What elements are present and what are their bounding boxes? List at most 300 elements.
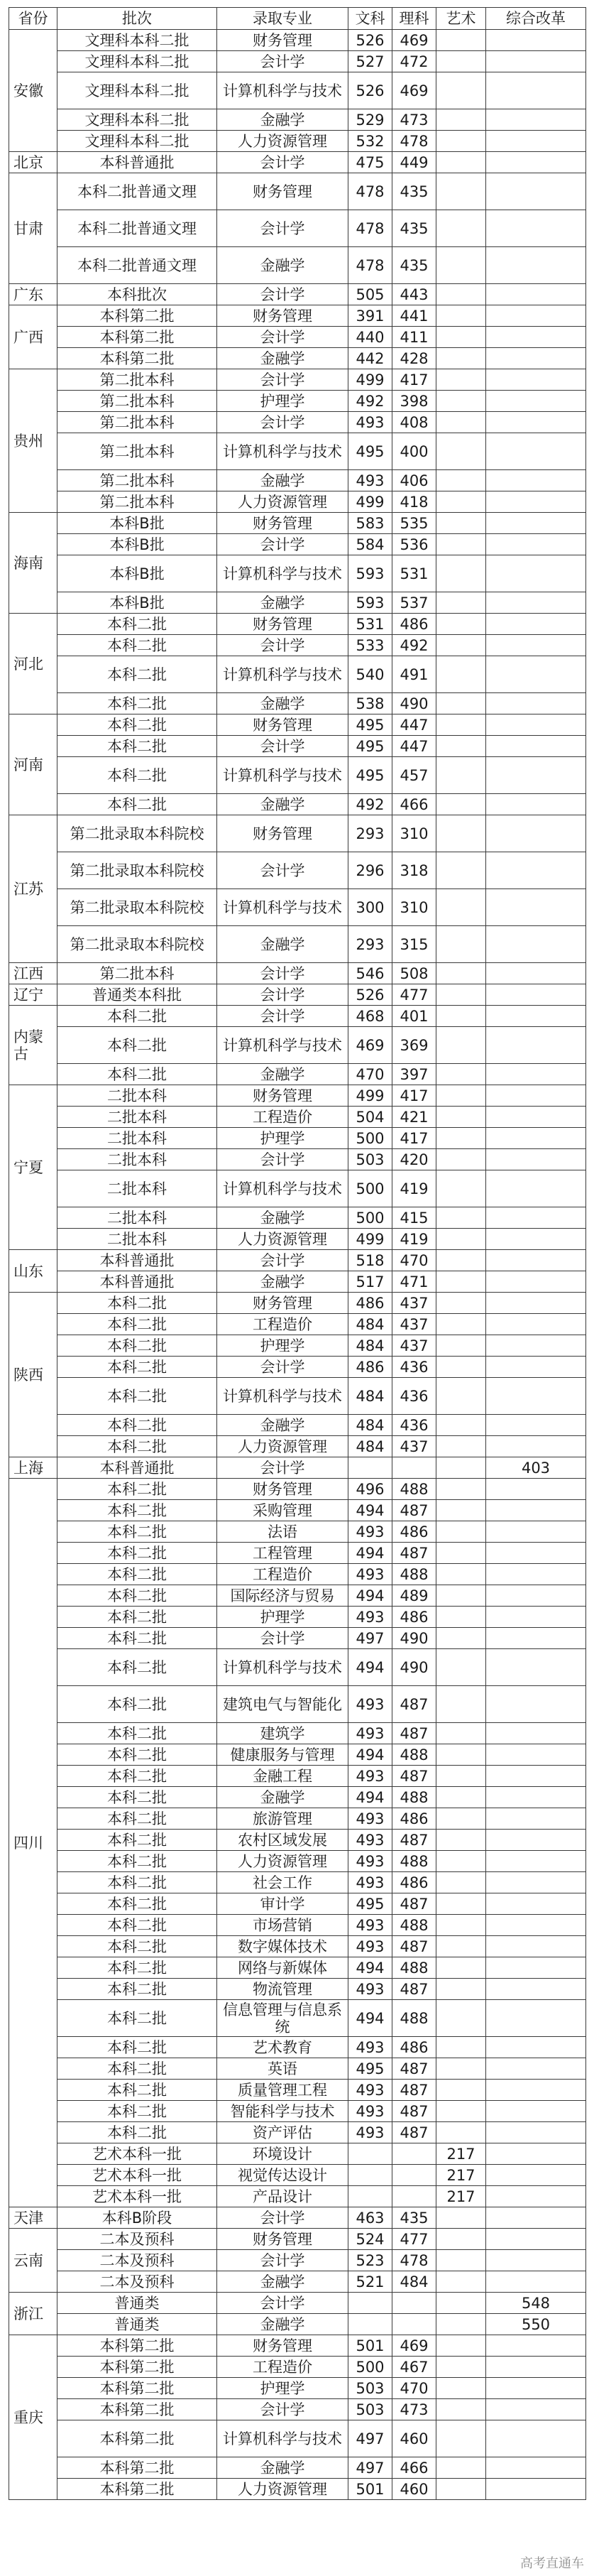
cell-science-score: 473 [392,2399,436,2420]
cell-science-score: 472 [392,51,436,72]
cell-art-score [436,1436,486,1457]
cell-science-score: 477 [392,2229,436,2250]
cell-reform-score [486,1936,586,1957]
cell-reform-score [486,2378,586,2399]
cell-arts-score: 531 [348,614,392,635]
cell-science-score: 470 [392,1250,436,1271]
cell-batch: 本科二批 [57,1521,217,1543]
cell-art-score [436,2122,486,2143]
cell-batch: 本科二批 [57,714,217,736]
table-row [9,1851,586,1872]
cell-reform-score [486,1723,586,1744]
cell-art-score [436,513,486,534]
cell-art-score [436,1607,486,1628]
cell-arts-score: 593 [348,592,392,614]
cell-batch: 本科二批 [57,1744,217,1766]
header-major: 录取专业 [217,8,348,30]
cell-arts-score: 500 [348,2357,392,2378]
cell-province: 贵州 [9,369,57,513]
cell-science-score: 315 [392,926,436,963]
cell-science-score: 487 [392,1500,436,1521]
header-row [9,8,586,30]
cell-art-score [436,1766,486,1787]
table-row [9,412,586,433]
cell-science-score: 449 [392,152,436,173]
table-row [9,247,586,284]
cell-arts-score: 494 [348,1585,392,1607]
cell-reform-score [486,2457,586,2479]
cell-arts-score: 503 [348,2378,392,2399]
cell-art-score [436,2058,486,2080]
cell-art-score [436,1830,486,1851]
cell-art-score [436,757,486,794]
cell-batch: 二本及预科 [57,2271,217,2293]
cell-science-score: 471 [392,1271,436,1293]
cell-science-score: 487 [392,1686,436,1723]
cell-science-score: 469 [392,30,436,51]
cell-arts-score: 493 [348,1723,392,1744]
table-row [9,2399,586,2420]
cell-reform-score [486,327,586,348]
table-row [9,2080,586,2101]
cell-major: 金融学 [217,1271,348,1293]
cell-batch: 本科二批 [57,1851,217,1872]
cell-batch: 本科二批 [57,736,217,757]
cell-batch: 第二批录取本科院校 [57,889,217,926]
cell-science-score: 490 [392,1628,436,1649]
cell-science-score: 310 [392,815,436,852]
cell-province: 山东 [9,1250,57,1293]
table-row [9,2293,586,2314]
cell-reform-score [486,30,586,51]
cell-batch: 二批本科 [57,1207,217,1229]
cell-reform-score [486,1979,586,2000]
cell-major: 工程管理 [217,1543,348,1564]
cell-science-score: 491 [392,656,436,693]
header-batch: 批次 [57,8,217,30]
cell-major: 财务管理 [217,1293,348,1314]
table-row [9,72,586,109]
table-row [9,1830,586,1851]
cell-batch: 文理科本科二批 [57,51,217,72]
cell-major: 产品设计 [217,2186,348,2207]
cell-reform-score: 548 [486,2293,586,2314]
cell-batch: 本科二批 [57,2000,217,2037]
cell-arts-score [348,2293,392,2314]
cell-batch: 本科二批普通文理 [57,173,217,210]
cell-reform-score [486,210,586,247]
cell-science-score: 484 [392,2271,436,2293]
cell-art-score: 217 [436,2143,486,2165]
table-row [9,1229,586,1250]
cell-major: 金融学 [217,247,348,284]
table-row [9,1357,586,1378]
cell-art-score [436,2080,486,2101]
table-row [9,2271,586,2293]
cell-batch: 本科普通批 [57,1250,217,1271]
table-row [9,1808,586,1830]
cell-batch: 普通类本科批 [57,984,217,1006]
cell-science-score: 488 [392,1564,436,1585]
cell-science-score: 437 [392,1293,436,1314]
cell-reform-score [486,984,586,1006]
cell-province: 安徽 [9,30,57,152]
table-row [9,1744,586,1766]
table-body [9,30,586,2500]
cell-batch: 第二批本科 [57,412,217,433]
cell-science-score: 415 [392,1207,436,1229]
cell-science-score: 400 [392,433,436,470]
cell-province: 天津 [9,2207,57,2229]
cell-art-score [436,1872,486,1893]
cell-province: 宁夏 [9,1085,57,1250]
cell-arts-score: 494 [348,1543,392,1564]
cell-major: 财务管理 [217,1085,348,1107]
cell-science-score: 435 [392,173,436,210]
cell-arts-score: 526 [348,984,392,1006]
cell-arts-score: 496 [348,1479,392,1500]
cell-batch: 本科第二批 [57,2357,217,2378]
cell-arts-score: 518 [348,1250,392,1271]
cell-arts-score: 533 [348,635,392,656]
cell-science-score: 487 [392,2101,436,2122]
cell-major: 会计学 [217,210,348,247]
cell-arts-score: 493 [348,1686,392,1723]
cell-art-score [436,412,486,433]
cell-major: 财务管理 [217,2229,348,2250]
cell-province: 云南 [9,2229,57,2293]
cell-major: 会计学 [217,327,348,348]
table-row [9,1787,586,1808]
cell-batch: 第二批本科 [57,391,217,412]
cell-arts-score: 495 [348,433,392,470]
cell-batch: 本科二批 [57,693,217,714]
cell-reform-score [486,109,586,131]
cell-major: 会计学 [217,2399,348,2420]
cell-arts-score: 495 [348,2058,392,2080]
cell-batch: 本科B批 [57,555,217,592]
header-reform: 综合改革 [486,8,586,30]
cell-arts-score: 517 [348,1271,392,1293]
cell-reform-score [486,2479,586,2500]
cell-batch: 第二批本科 [57,470,217,491]
cell-arts-score: 484 [348,1378,392,1415]
cell-major: 金融学 [217,794,348,815]
cell-arts-score: 486 [348,1293,392,1314]
cell-science-score: 492 [392,635,436,656]
cell-major: 计算机科学与技术 [217,1378,348,1415]
cell-science-score: 477 [392,984,436,1006]
table-row [9,1979,586,2000]
cell-major: 市场营销 [217,1915,348,1936]
cell-arts-score: 293 [348,815,392,852]
cell-major: 财务管理 [217,30,348,51]
cell-province: 上海 [9,1457,57,1479]
cell-art-score [436,815,486,852]
table-row [9,693,586,714]
cell-major: 会计学 [217,152,348,173]
table-row [9,1250,586,1271]
cell-major: 金融学 [217,348,348,369]
cell-major: 金融学 [217,693,348,714]
cell-arts-score: 493 [348,1851,392,1872]
table-row [9,1915,586,1936]
cell-major: 护理学 [217,2378,348,2399]
cell-province: 河北 [9,614,57,714]
cell-major: 视觉传达设计 [217,2165,348,2186]
cell-batch: 第二批录取本科院校 [57,926,217,963]
cell-arts-score: 499 [348,369,392,391]
cell-arts-score: 538 [348,693,392,714]
cell-batch: 二批本科 [57,1128,217,1149]
cell-batch: 普通类 [57,2314,217,2335]
cell-reform-score [486,1543,586,1564]
cell-reform-score [486,1872,586,1893]
cell-province: 陕西 [9,1293,57,1457]
cell-major: 计算机科学与技术 [217,757,348,794]
cell-art-score [436,1686,486,1723]
cell-science-score: 487 [392,1830,436,1851]
cell-major: 计算机科学与技术 [217,1027,348,1064]
table-row [9,963,586,984]
cell-arts-score: 495 [348,757,392,794]
table-row [9,2037,586,2058]
cell-science-score [392,2314,436,2335]
cell-arts-score: 484 [348,1436,392,1457]
cell-batch: 本科二批 [57,794,217,815]
cell-science-score: 436 [392,1415,436,1436]
cell-science-score: 436 [392,1378,436,1415]
cell-major: 会计学 [217,534,348,555]
cell-art-score [436,1207,486,1229]
cell-major: 财务管理 [217,614,348,635]
cell-batch: 本科B批 [57,513,217,534]
cell-science-score: 488 [392,1915,436,1936]
cell-batch: 第二批录取本科院校 [57,852,217,889]
cell-arts-score: 529 [348,109,392,131]
cell-art-score [436,152,486,173]
cell-science-score: 447 [392,714,436,736]
cell-batch: 艺术本科一批 [57,2186,217,2207]
cell-art-score [436,2378,486,2399]
cell-arts-score: 524 [348,2229,392,2250]
cell-major: 财务管理 [217,173,348,210]
table-row [9,513,586,534]
table-row [9,1872,586,1893]
cell-major: 数字媒体技术 [217,1936,348,1957]
cell-art-score [436,30,486,51]
cell-arts-score: 469 [348,1027,392,1064]
cell-art-score [436,2479,486,2500]
cell-batch: 第二批本科 [57,491,217,513]
cell-arts-score: 478 [348,247,392,284]
cell-art-score [436,1851,486,1872]
cell-batch: 本科二批 [57,635,217,656]
cell-reform-score [486,369,586,391]
cell-province: 内蒙古 [9,1006,57,1085]
cell-arts-score: 475 [348,152,392,173]
table-row [9,635,586,656]
cell-art-score [436,1936,486,1957]
cell-arts-score: 493 [348,1808,392,1830]
cell-science-score: 418 [392,491,436,513]
cell-art-score: 217 [436,2165,486,2186]
cell-batch: 第二批本科 [57,369,217,391]
cell-major: 会计学 [217,1149,348,1170]
cell-major: 工程造价 [217,1564,348,1585]
cell-major: 英语 [217,2058,348,2080]
cell-science-score: 411 [392,327,436,348]
cell-arts-score: 494 [348,1744,392,1766]
cell-art-score [436,794,486,815]
cell-arts-score: 503 [348,1149,392,1170]
admission-score-table [9,7,586,2500]
cell-major: 农村区域发展 [217,1830,348,1851]
table-row [9,1628,586,1649]
cell-art-score [436,1271,486,1293]
cell-art-score [436,1250,486,1271]
cell-major: 计算机科学与技术 [217,1170,348,1207]
cell-reform-score [486,305,586,327]
cell-reform-score [486,491,586,513]
cell-reform-score [486,757,586,794]
cell-province: 北京 [9,152,57,173]
cell-art-score [436,1915,486,1936]
cell-batch: 本科二批 [57,1766,217,1787]
cell-art-score [436,1415,486,1436]
cell-reform-score [486,963,586,984]
cell-art-score [436,2000,486,2037]
cell-reform-score [486,1893,586,1915]
cell-reform-score [486,51,586,72]
cell-major: 金融学 [217,1787,348,1808]
table-row [9,109,586,131]
cell-batch: 二本及预科 [57,2250,217,2271]
cell-science-score: 457 [392,757,436,794]
table-row [9,1957,586,1979]
cell-batch: 二批本科 [57,1170,217,1207]
cell-batch: 本科二批 [57,656,217,693]
cell-art-score [436,109,486,131]
cell-batch: 本科二批 [57,1436,217,1457]
table-row [9,369,586,391]
cell-batch: 本科二批 [57,1787,217,1808]
cell-arts-score: 526 [348,30,392,51]
cell-reform-score [486,1766,586,1787]
cell-arts-score: 526 [348,72,392,109]
cell-major: 财务管理 [217,1479,348,1500]
cell-major: 社会工作 [217,1872,348,1893]
cell-batch: 二批本科 [57,1149,217,1170]
cell-science-score: 487 [392,1723,436,1744]
cell-major: 计算机科学与技术 [217,889,348,926]
cell-arts-score: 440 [348,327,392,348]
cell-batch: 本科二批 [57,1564,217,1585]
cell-art-score [436,984,486,1006]
cell-science-score: 417 [392,1085,436,1107]
cell-science-score: 435 [392,2207,436,2229]
table-row [9,852,586,889]
cell-arts-score: 495 [348,714,392,736]
table-row [9,2378,586,2399]
cell-science-score: 490 [392,1649,436,1686]
table-row [9,1521,586,1543]
table-row [9,889,586,926]
cell-science-score: 470 [392,2378,436,2399]
table-row [9,391,586,412]
table-row [9,1457,586,1479]
cell-science-score: 437 [392,1436,436,1457]
cell-reform-score [486,433,586,470]
cell-province: 河南 [9,714,57,815]
cell-reform-score [486,2101,586,2122]
cell-batch: 本科二批 [57,2080,217,2101]
cell-batch: 二本及预科 [57,2229,217,2250]
cell-major: 金融学 [217,470,348,491]
table-row [9,1766,586,1787]
cell-batch: 本科二批普通文理 [57,247,217,284]
table-row [9,2101,586,2122]
cell-batch: 本科B阶段 [57,2207,217,2229]
cell-batch: 第二批本科 [57,433,217,470]
cell-major: 会计学 [217,736,348,757]
cell-science-score [392,2186,436,2207]
cell-reform-score [486,2229,586,2250]
cell-major: 计算机科学与技术 [217,555,348,592]
cell-major: 工程造价 [217,1107,348,1128]
cell-arts-score: 494 [348,2000,392,2037]
table-row [9,2420,586,2457]
cell-arts-score: 499 [348,1229,392,1250]
table-row [9,51,586,72]
cell-arts-score: 503 [348,2399,392,2420]
cell-batch: 艺术本科一批 [57,2165,217,2186]
cell-batch: 文理科本科二批 [57,72,217,109]
cell-reform-score [486,555,586,592]
cell-science-score: 428 [392,348,436,369]
cell-batch: 本科普通批 [57,1457,217,1479]
cell-art-score [436,348,486,369]
cell-science-score: 487 [392,1979,436,2000]
table-row [9,1378,586,1415]
cell-arts-score: 484 [348,1415,392,1436]
table-row [9,714,586,736]
cell-science-score: 487 [392,2058,436,2080]
cell-batch: 本科二批 [57,1607,217,1628]
watermark: 高考直通车 [520,2556,584,2571]
cell-province: 四川 [9,1479,57,2207]
table-row [9,1314,586,1335]
cell-reform-score [486,1649,586,1686]
table-row [9,2122,586,2143]
cell-batch: 文理科本科二批 [57,30,217,51]
cell-art-score [436,534,486,555]
cell-batch: 本科二批 [57,1027,217,1064]
cell-reform-score [486,173,586,210]
cell-major: 物流管理 [217,1979,348,2000]
cell-science-score: 398 [392,391,436,412]
cell-art-score [436,1893,486,1915]
cell-major: 环境设计 [217,2143,348,2165]
cell-art-score [436,555,486,592]
cell-major: 资产评估 [217,2122,348,2143]
cell-reform-score [486,1027,586,1064]
table-row [9,470,586,491]
cell-batch: 本科二批 [57,1830,217,1851]
cell-arts-score [348,2165,392,2186]
cell-province: 广东 [9,284,57,305]
cell-arts-score: 494 [348,1649,392,1686]
